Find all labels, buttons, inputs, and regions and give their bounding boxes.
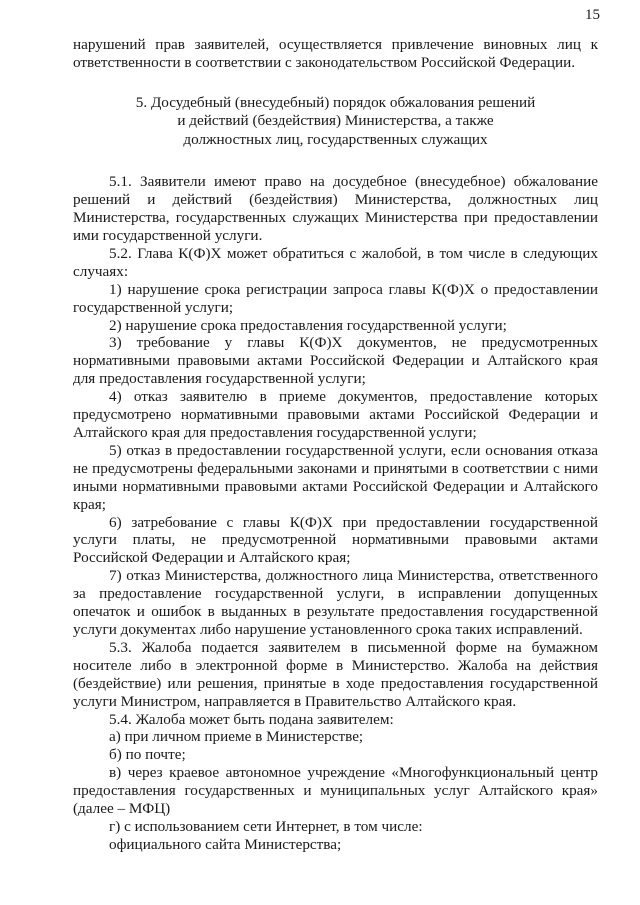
sub-item-g-1: официального сайта Министерства; — [109, 835, 342, 853]
sub-item-a: а) при личном приеме в Министерстве; — [109, 728, 364, 746]
list-item-7: 7) отказ Министерства, должностного лица Министерства, ответственного за предоставление государственной услуги, в исправлении допущенных опечаток и ошибок в выданных в результате предоставления государственной услуги документах либо нарушение установленного срока таких исправлений. — [73, 567, 598, 638]
section-title — [73, 94, 598, 150]
list-item-3: 3) требование у главы К(Ф)Х документов, не предусмотренных нормативными правовыми актами Российской Федерации и Алтайского края для предоставления государственной услуги; — [73, 334, 598, 388]
list-item-5: 5) отказ в предоставлении государственной услуги, если основания отказа не предусмотрены федеральными законами и принятыми в соответствии с ними иными нормативными правовыми актами Российской Федерации и Алтайского края; — [73, 441, 598, 513]
section-title-line-3: должностных лиц, государственных служащих — [183, 130, 488, 148]
sub-item-b: б) по почте; — [109, 746, 186, 764]
paragraph-5-3: 5.3. Жалоба подается заявителем в письменной форме на бумажном носителе либо в электронной форме в Министерство. Жалоба на действия (бездействие) или решения, принятые в ходе предоставления государственной услуги Министром, направляется в Правительство Алтайского края. — [73, 638, 598, 710]
list-item-1: 1) нарушение срока регистрации запроса главы К(Ф)Х о предоставлении государственной услуги; — [73, 280, 598, 316]
paragraph-5-1: 5.1. Заявители имеют право на досудебное (внесудебное) обжалование решений и действий (бездействия) Министерства, должностных лиц Министерства, государственных служащих Министерства при предоставлении ими государственной услуги. — [73, 173, 598, 245]
list-item-4: 4) отказ заявителю в приеме документов, предоставление которых предусмотрено нормативными правовыми актами Российской Федерации и Алтайского края для предоставления государственной услуги; — [73, 388, 598, 441]
document-body — [73, 36, 598, 854]
list-item-6: 6) затребование с главы К(Ф)Х при предоставлении государственной услуги платы, не предусмотренной нормативными правовыми актами Российской Федерации и Алтайского края; — [73, 513, 598, 567]
page-number: 15 — [585, 7, 600, 23]
list-item-2: 2) нарушение срока предоставления государственной услуги; — [109, 316, 507, 334]
paragraph-5-2: 5.2. Глава К(Ф)Х может обратиться с жалобой, в том числе в следующих случаях: — [73, 244, 598, 280]
section-title-line-1: 5. Досудебный (внесудебный) порядок обжалования решений — [135, 93, 536, 111]
sub-item-v: в) через краевое автономное учреждение «Многофункциональный центр предоставления государственных и муниципальных услуг Алтайского края» (далее – МФЦ) — [73, 764, 598, 818]
sub-item-g: г) с использованием сети Интернет, в том числе: — [109, 817, 423, 835]
paragraph-5-4: 5.4. Жалоба может быть подана заявителем: — [109, 710, 394, 728]
intro-paragraph: нарушений прав заявителей, осуществляется привлечение виновных лиц к ответственности в соответствии с законодательством Российской Федерации. — [73, 36, 598, 71]
section-title-line-2: и действий (бездействия) Министерства, а также — [177, 112, 494, 130]
